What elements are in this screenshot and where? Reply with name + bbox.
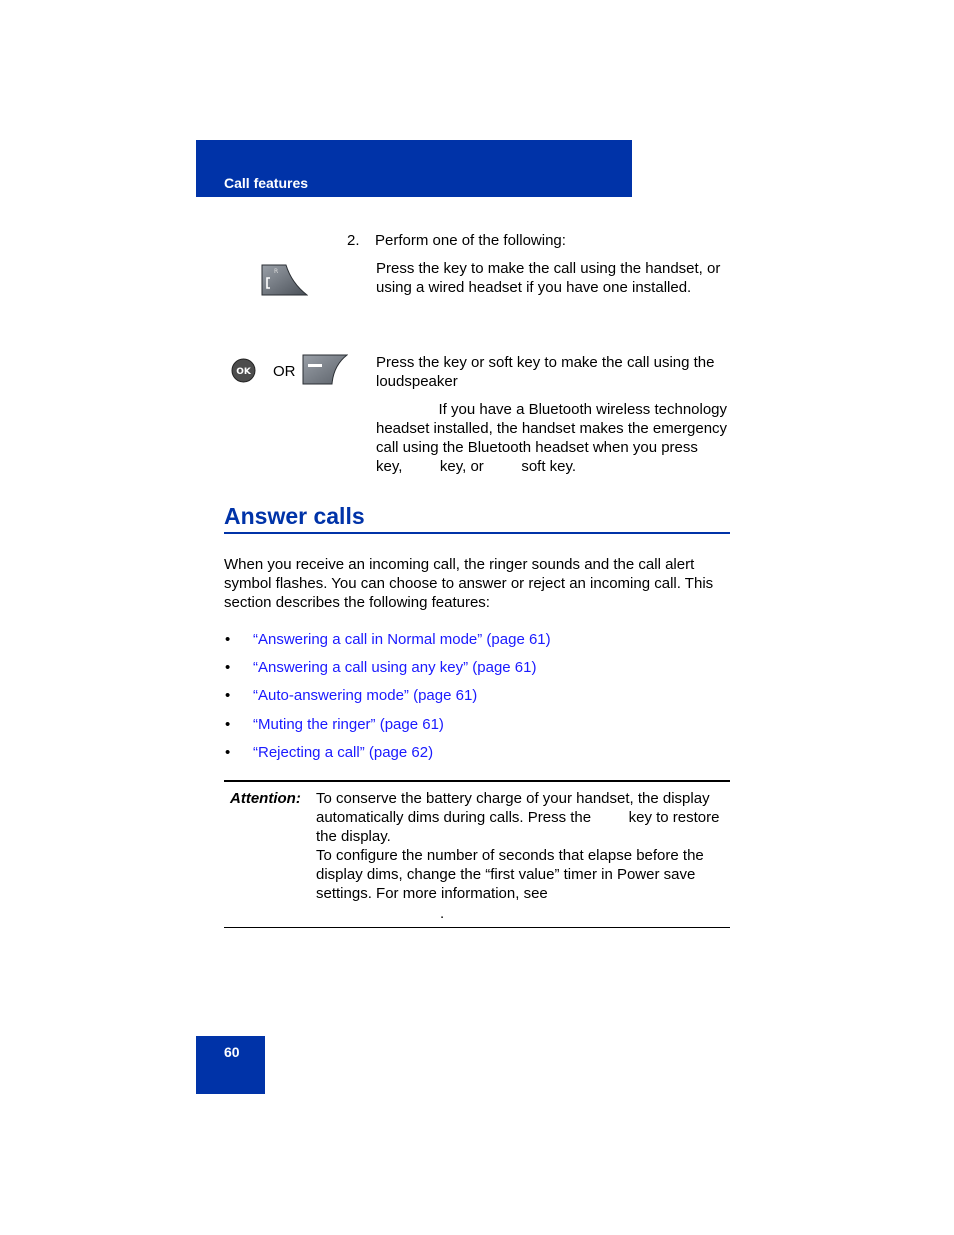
ok-key-icon (231, 358, 256, 383)
attention-text-1: To conserve the battery charge of your handset, the display automatically dims during calls. Press the key to restore the display. (316, 790, 724, 845)
step-text: Perform one of the following: (375, 232, 566, 249)
header-bar (196, 140, 632, 197)
bullet-icon: • (225, 687, 231, 705)
soft-key-icon (302, 354, 348, 385)
option-loudspeaker-text: Press the key or soft key to make the call using the loudspeaker (376, 354, 715, 390)
attention-trailing-period: . (440, 905, 445, 922)
list-item (224, 658, 730, 686)
attention-label: Attention: (230, 790, 301, 807)
attention-body (316, 789, 728, 903)
link-auto-answering-mode[interactable]: “Auto-answering mode” (page 61) (253, 687, 478, 705)
ok-key-label: OK (236, 367, 251, 377)
attention-text-2: To configure the number of seconds that elapse before the display dims, change the “first value” timer in Power save settings. For more information, see (316, 847, 704, 902)
talk-key-label: R (274, 268, 279, 275)
attention-bottom-rule (224, 927, 730, 928)
bullet-icon: • (225, 631, 231, 648)
link-answering-normal-mode[interactable]: “Answering a call in Normal mode” (page 61) (253, 631, 551, 648)
page-number: 60 (224, 1044, 240, 1060)
section-intro: When you receive an incoming call, the ringer sounds and the call alert symbol flashes. You can choose to answer or reject an incoming call. This section describes the following features: (224, 556, 714, 611)
list-item (224, 715, 730, 743)
bullet-icon: • (225, 659, 231, 677)
link-rejecting-call[interactable]: “Rejecting a call” (page 62) (253, 743, 434, 761)
talk-key-icon (260, 264, 308, 296)
link-muting-ringer[interactable]: “Muting the ringer” (page 61) (253, 715, 444, 733)
list-item (224, 686, 730, 714)
option-handset-text: Press the key to make the call using the handset, or using a wired headset if you have one installed. (376, 260, 721, 296)
link-answering-any-key[interactable]: “Answering a call using any key” (page 61) (253, 659, 537, 677)
feature-link-list (224, 630, 730, 771)
list-item (224, 743, 730, 771)
section-title: Answer calls (224, 503, 365, 529)
or-label: OR (273, 363, 296, 380)
page-number-box (196, 1036, 265, 1094)
bullet-icon: • (225, 743, 231, 761)
section-header-title: Call features (224, 175, 309, 191)
step-instruction (347, 231, 566, 250)
title-divider (224, 532, 730, 534)
bullet-icon: • (225, 715, 231, 733)
list-item (224, 630, 730, 658)
bluetooth-note-text: If you have a Bluetooth wireless technology headset installed, the handset makes the emergency call using the Bluetooth headset when you press key, key, or soft key. (376, 401, 736, 475)
step-number: 2. (347, 232, 360, 249)
attention-top-rule (224, 780, 730, 782)
